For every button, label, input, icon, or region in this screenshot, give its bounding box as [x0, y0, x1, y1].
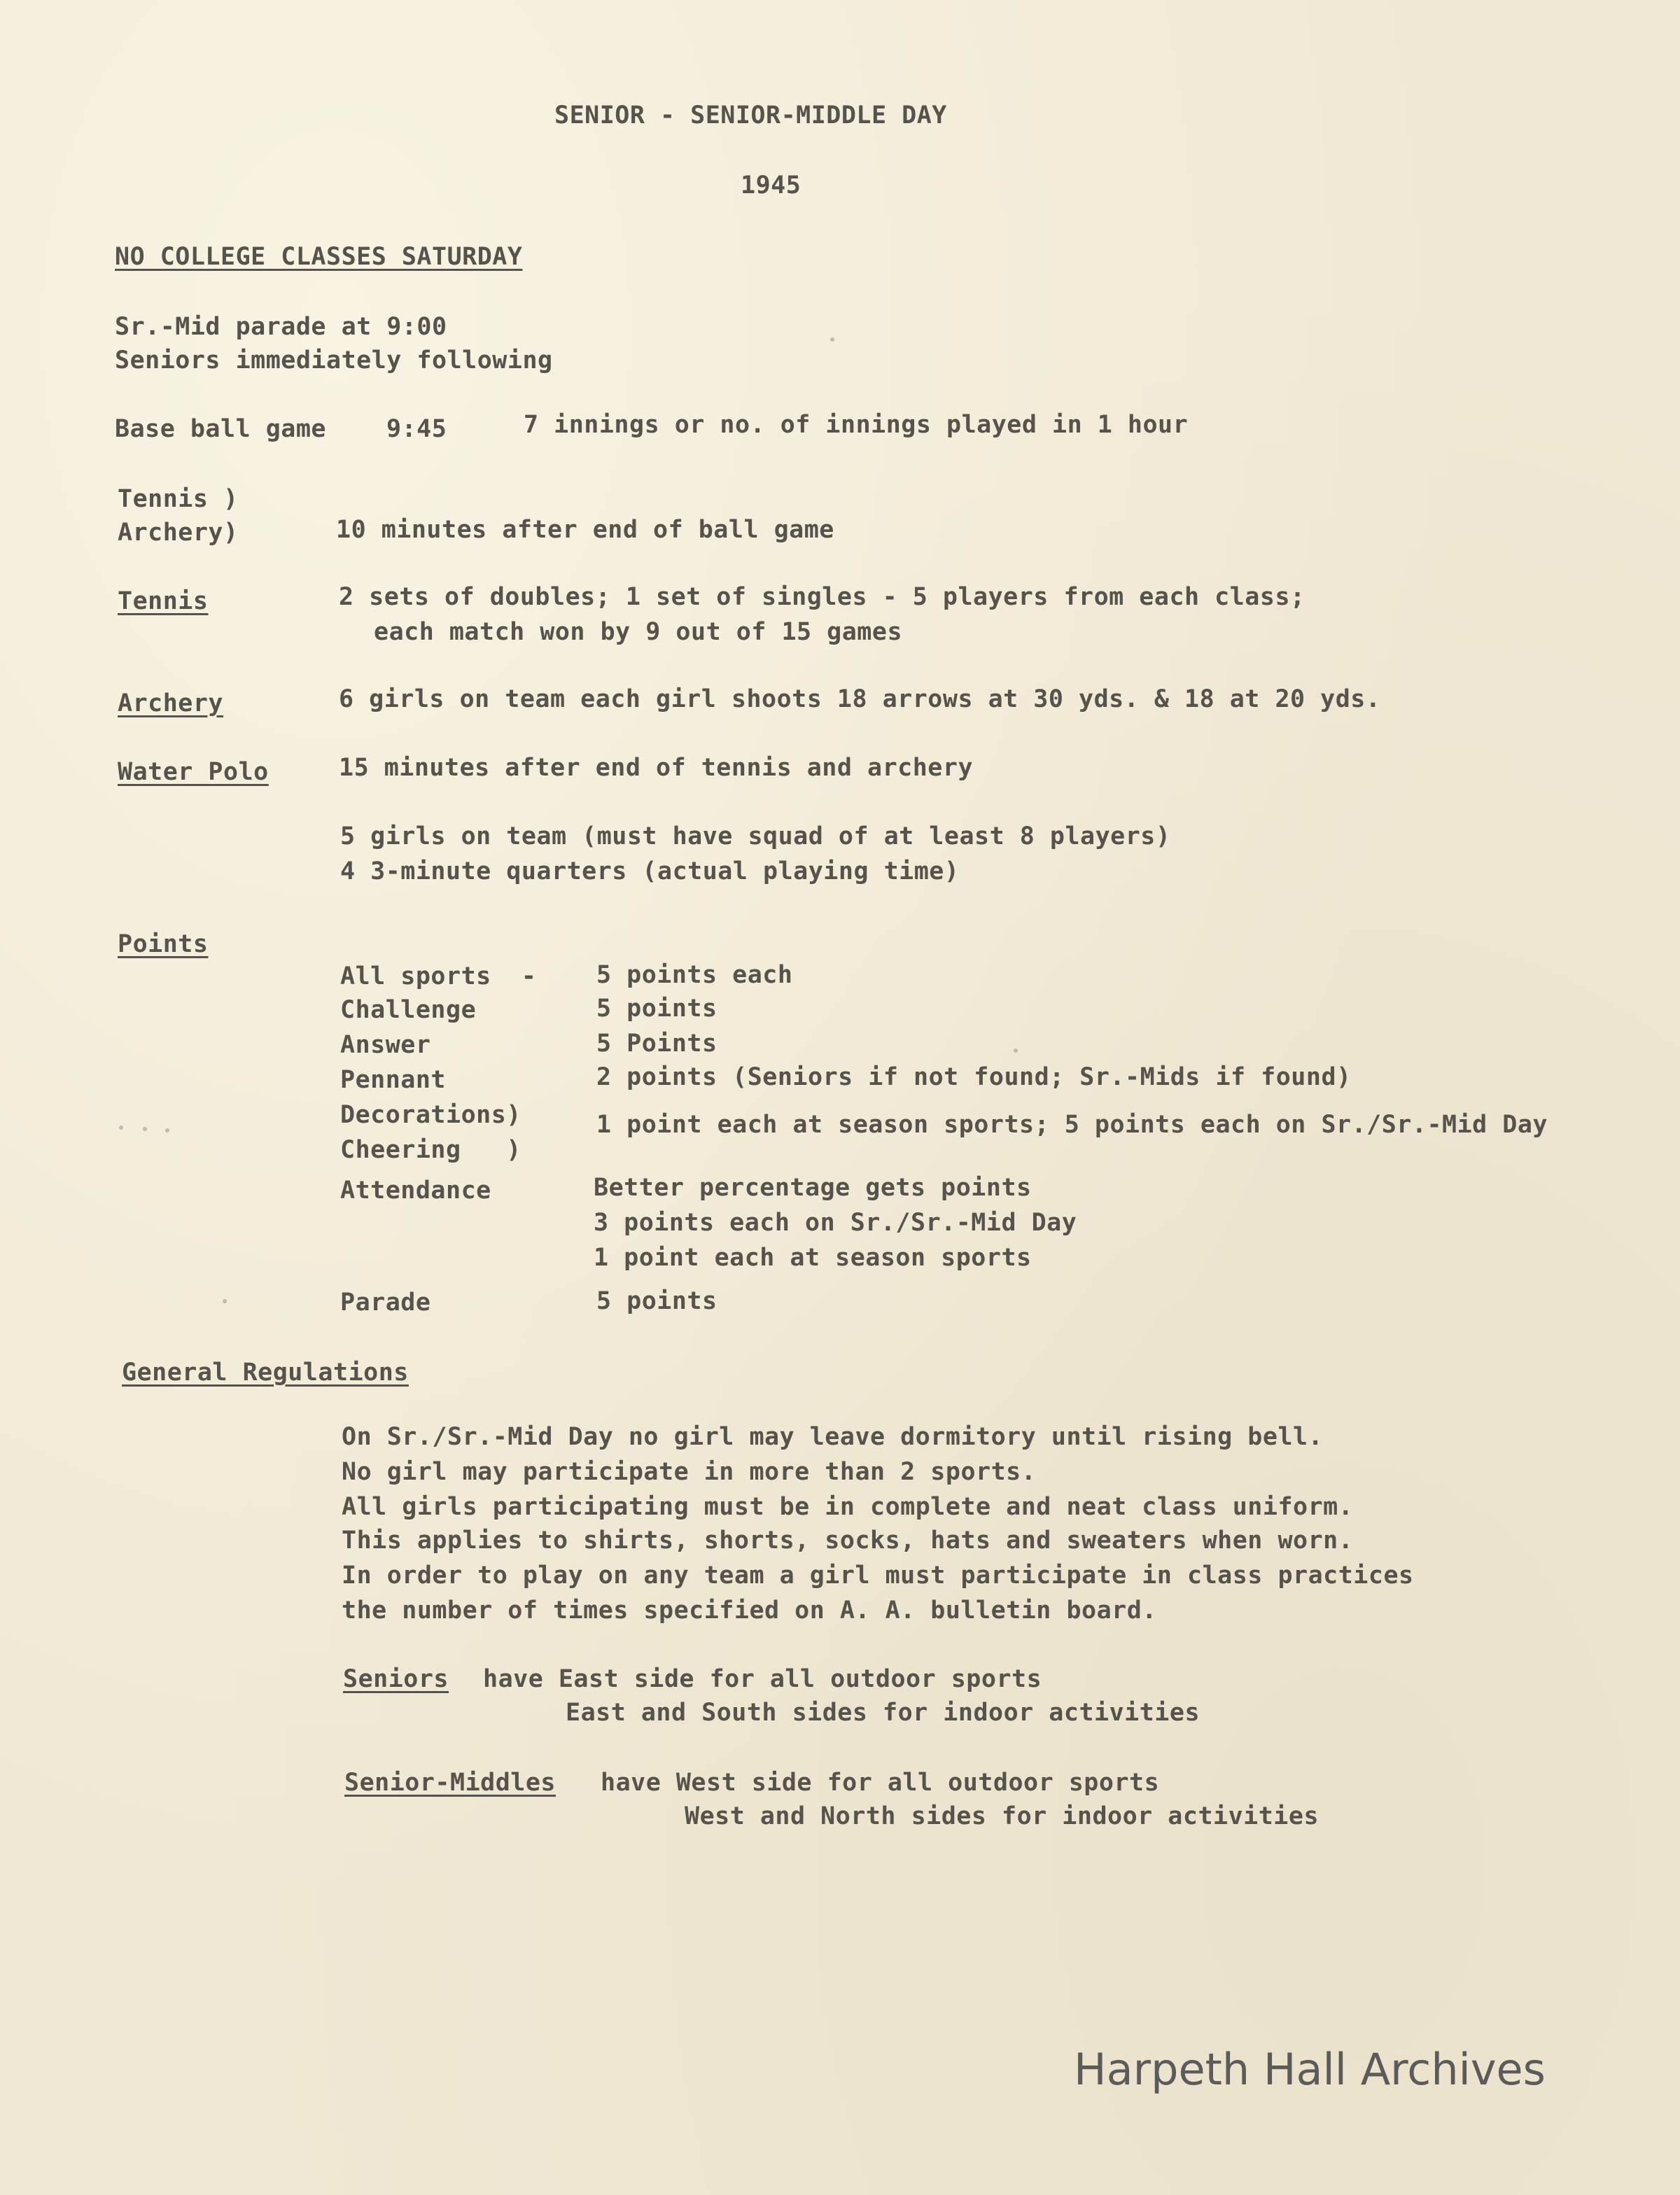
water-polo-line-3: 4 3-minute quarters (actual playing time): [340, 857, 960, 885]
points-value-pennant: 2 points (Seniors if not found; Sr.-Mids if found): [596, 1063, 1352, 1091]
points-label-attendance: Attendance: [340, 1177, 491, 1205]
water-polo-heading: Water Polo: [118, 758, 269, 786]
notice-heading: NO COLLEGE CLASSES SATURDAY: [115, 243, 523, 271]
seniors-label: Seniors: [343, 1665, 449, 1693]
tennis-archery-start-detail: 10 minutes after end of ball game: [336, 516, 834, 544]
tennis-line-1: 2 sets of doubles; 1 set of singles - 5 players from each class;: [339, 583, 1306, 611]
paper-speck: [143, 1127, 147, 1131]
seniors-line-2: East and South sides for indoor activities: [566, 1699, 1200, 1727]
seniors-line-1: have East side for all outdoor sports: [483, 1665, 1042, 1693]
points-label-pennant: Pennant: [340, 1066, 447, 1094]
points-value-challenge: 5 points: [596, 995, 718, 1023]
points-label-all-sports: All sports -: [340, 962, 537, 990]
points-label-answer: Answer: [340, 1031, 431, 1059]
points-value-attendance-1: Better percentage gets points: [594, 1174, 1032, 1202]
archery-line-1: 6 girls on team each girl shoots 18 arrows at 30 yds. & 18 at 20 yds.: [339, 685, 1381, 713]
regulation-line-1: On Sr./Sr.-Mid Day no girl may leave dormitory until rising bell.: [342, 1423, 1324, 1451]
points-value-decorations-cheering: 1 point each at season sports; 5 points each on Sr./Sr.-Mid Day: [596, 1111, 1548, 1139]
points-label-decorations: Decorations): [340, 1101, 522, 1129]
senior-middles-line-1: have West side for all outdoor sports: [601, 1769, 1160, 1797]
points-value-parade: 5 points: [596, 1287, 718, 1315]
archery-start-label: Archery): [118, 519, 239, 547]
points-label-challenge: Challenge: [340, 996, 477, 1024]
paper-speck: [165, 1128, 169, 1132]
points-value-all-sports: 5 points each: [596, 961, 793, 989]
points-label-cheering: Cheering ): [340, 1136, 522, 1164]
baseball-detail: 7 innings or no. of innings played in 1 hour: [524, 411, 1189, 439]
parade-line-1: Sr.-Mid parade at 9:00: [115, 313, 447, 341]
regulation-line-3: All girls participating must be in complete and neat class uniform.: [342, 1493, 1354, 1521]
parade-line-2: Seniors immediately following: [115, 346, 553, 374]
paper-speck: [119, 1125, 123, 1130]
points-value-attendance-3: 1 point each at season sports: [594, 1244, 1032, 1272]
senior-middles-label: Senior-Middles: [344, 1769, 556, 1797]
regulation-line-6: the number of times specified on A. A. bulletin board.: [342, 1597, 1157, 1625]
regulation-line-2: No girl may participate in more than 2 sports.: [342, 1458, 1037, 1486]
archive-watermark: Harpeth Hall Archives: [1074, 2044, 1546, 2095]
tennis-start-label: Tennis ): [118, 485, 239, 513]
baseball-label: Base ball game: [115, 415, 327, 443]
paper-speck: [830, 337, 834, 342]
baseball-time: 9:45: [386, 415, 447, 443]
points-value-answer: 5 Points: [596, 1030, 718, 1058]
water-polo-line-1: 15 minutes after end of tennis and archery: [339, 754, 974, 782]
water-polo-line-2: 5 girls on team (must have squad of at least 8 players): [340, 822, 1171, 850]
archery-heading: Archery: [118, 689, 224, 717]
paper-speck: [1014, 1049, 1018, 1053]
regulation-line-4: This applies to shirts, shorts, socks, hats and sweaters when worn.: [342, 1527, 1354, 1555]
document-title: SENIOR - SENIOR-MIDDLE DAY: [554, 101, 947, 129]
senior-middles-line-2: West and North sides for indoor activities: [685, 1802, 1320, 1830]
points-value-attendance-2: 3 points each on Sr./Sr.-Mid Day: [594, 1209, 1077, 1237]
regulation-line-5: In order to play on any team a girl must participate in class practices: [342, 1562, 1414, 1590]
document-year: 1945: [741, 171, 802, 199]
regulations-heading: General Regulations: [122, 1359, 409, 1387]
paper-speck: [223, 1299, 227, 1303]
tennis-heading: Tennis: [118, 587, 209, 615]
tennis-line-2: each match won by 9 out of 15 games: [374, 618, 903, 646]
points-heading: Points: [118, 930, 209, 958]
points-label-parade: Parade: [340, 1289, 431, 1317]
